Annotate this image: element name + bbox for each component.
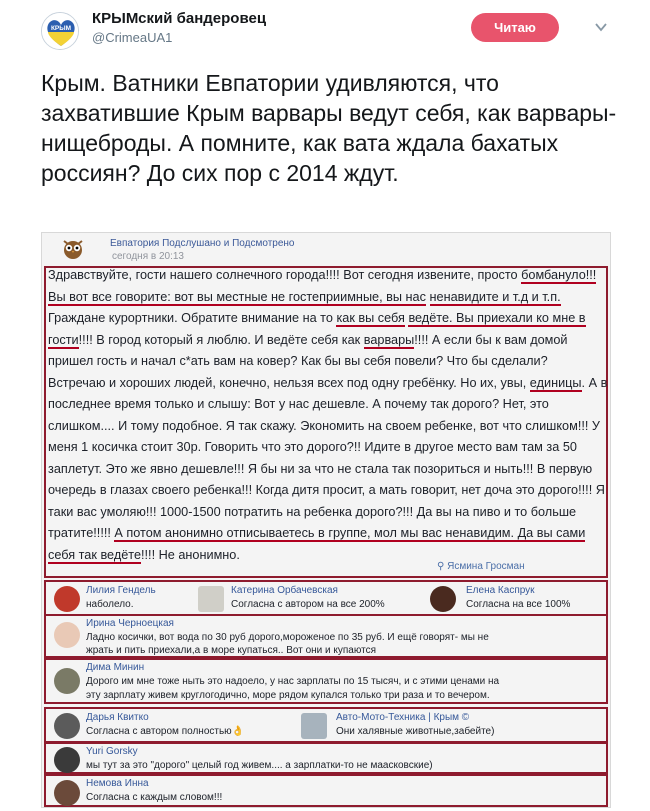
comment-text: Они халявные животные,забейте) bbox=[336, 726, 495, 737]
avatar[interactable] bbox=[301, 713, 327, 739]
avatar[interactable] bbox=[54, 747, 80, 773]
display-name[interactable]: КРЫМский бандеровец bbox=[92, 10, 267, 27]
comment-author[interactable]: Дарья Квитко bbox=[86, 712, 149, 723]
post-time: сегодня в 20:13 bbox=[112, 251, 184, 262]
comment-text: Согласна с автором полностью👌 bbox=[86, 726, 245, 737]
comment-author[interactable]: Катерина Орбачевская bbox=[231, 585, 338, 596]
group-name[interactable]: Евпатория Подслушано и Подсмотрено bbox=[110, 238, 295, 249]
follow-button[interactable]: Читаю bbox=[471, 13, 559, 42]
comment-author[interactable]: Лилия Гендель bbox=[86, 585, 156, 596]
chevron-down-icon[interactable] bbox=[594, 20, 608, 34]
user-handle[interactable]: @CrimeaUA1 bbox=[92, 30, 173, 45]
comment-row bbox=[44, 774, 608, 807]
comment-row bbox=[44, 742, 608, 774]
post-text: Здравствуйте, гости нашего солнечного города!!!! Вот сегодня извените, просто бомбануло!!! Вы вот все говорите: вот вы местные не гостеприимные, вы нас ненавидите и т.д и т.п. Граждане курортники. Обратите внимание на то как вы себя ведёте. Вы приехали ко мне в гости!!!! В город который я люблю. И ведёте себя как варвары!!!! А если бы к вам домой пришел гость и начал с*ать вам на ковер? Как бы вы себя повели? Что бы сделали? Встречаю и хороших людей, конечно, нельзя всех под одну гребёнку. Но их, увы, единицы. А в последнее время только и слышу: Вот у нас дешевле. А почему так дорого? Нет, это слишком.... И тому подобное. Я так скажу. Экономить на своем ребенке, вот что слишком!!! У меня 1 косичка стоит 30р. Говорить что это дорого?!! Идите в другое место вам там за 50 заплетут. Это же явно дешевле!!! Я бы ни за что не стала так позориться и ныть!!! В первую очередь в глазах своего ребенка!!! Когда дитя просит, а мать говорит, нет доча это дорого!!!! Я таки вас умоляю!!! 1000-1500 потратить на ребенка дорого?!!! Да вы на пиво и то больше тратите!!!!! А потом анонимно отписываетесь в группе, мол мы вас ненавидим. Да вы сами себя так ведёте!!!! Не анонимно. bbox=[48, 268, 608, 562]
comment-text: Согласна на все 100% bbox=[466, 599, 571, 610]
post-author[interactable]: ⚲ Ясмина Гросман bbox=[437, 561, 525, 572]
comment-author[interactable]: Авто-Мото-Техника | Крым © bbox=[336, 712, 470, 723]
avatar[interactable] bbox=[54, 713, 80, 739]
comment-text: Согласна с каждым словом!!! bbox=[86, 792, 223, 803]
comment-text: Согласна с автором на все 200% bbox=[231, 599, 385, 610]
comment-text: мы тут за это "дорого" целый год живем.... а зарплатки-то не маасковские) bbox=[86, 760, 433, 771]
avatar[interactable] bbox=[198, 586, 224, 612]
comment-row bbox=[44, 707, 608, 743]
crimea-heart-logo bbox=[42, 13, 79, 50]
comment-text: Дорого им мне тоже ныть это надоело, у нас зарплаты по 15 тысяч, и с этими ценами на bbox=[86, 676, 500, 687]
avatar[interactable] bbox=[54, 668, 80, 694]
comment-author[interactable]: Елена Каспрук bbox=[466, 585, 535, 596]
svg-text:КРЫМ: КРЫМ bbox=[50, 25, 72, 32]
avatar[interactable] bbox=[54, 622, 80, 648]
avatar[interactable] bbox=[54, 586, 80, 612]
comment-row bbox=[44, 658, 608, 704]
avatar[interactable] bbox=[430, 586, 456, 612]
comment-author[interactable]: Ирина Черноецкая bbox=[86, 618, 174, 629]
comment-author[interactable]: Немова Инна bbox=[86, 778, 149, 789]
owl-icon bbox=[60, 237, 86, 261]
avatar[interactable] bbox=[54, 780, 80, 806]
comment-text: эту зарплату живем круглогодично, море рядом купался только три раза и то вечером. bbox=[86, 690, 490, 701]
comment-row bbox=[44, 580, 608, 616]
comment-author[interactable]: Yuri Gorsky bbox=[86, 746, 138, 757]
profile-avatar[interactable] bbox=[41, 12, 79, 50]
comment-author[interactable]: Дима Минин bbox=[86, 662, 145, 673]
comment-text: Ладно косички, вот вода по 30 руб дорого,мороженое по 35 руб. И ещё говорят- мы не bbox=[86, 632, 489, 643]
comment-row bbox=[44, 614, 608, 658]
comment-text: наболело. bbox=[86, 599, 134, 610]
tweet-text: Крым. Ватники Евпатории удивляются, что захватившие Крым варвары ведут себя, как варвары-нищеброды. А помните, как вата ждала бахатых россиян? До сих пор с 2014 ждут. bbox=[41, 70, 617, 186]
comment-text: жрать и пить приехали,а в море купаться.. Вот они и купаются bbox=[86, 645, 377, 656]
tweet-header bbox=[0, 0, 650, 62]
tweet-image[interactable] bbox=[41, 232, 611, 808]
